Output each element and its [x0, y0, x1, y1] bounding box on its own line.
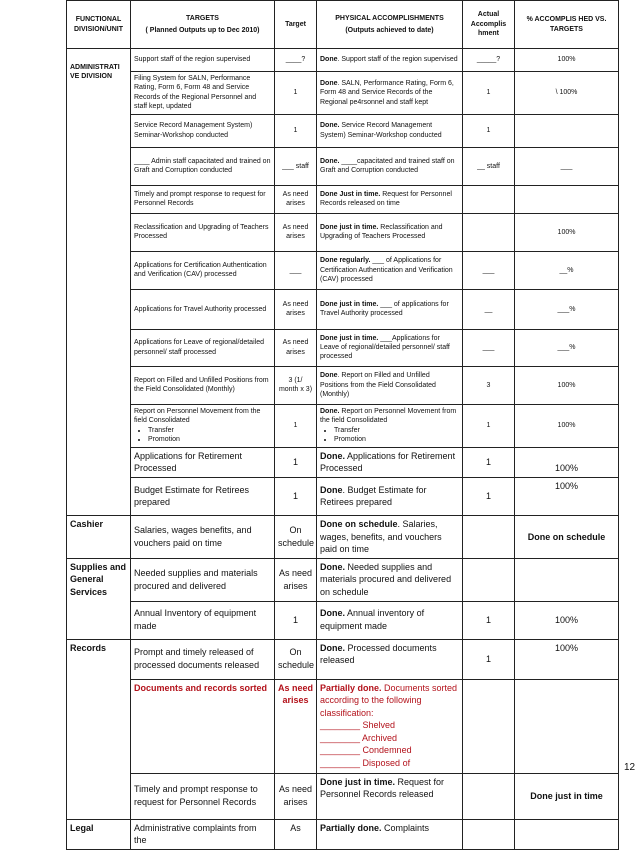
table-row [67, 558, 619, 601]
table-row [67, 213, 619, 251]
target-value: ____? [275, 49, 317, 72]
table-row [67, 72, 619, 115]
page-number: 12 [624, 762, 636, 773]
bullet-item: • Promotion [148, 435, 271, 444]
target-value: As need arises [275, 773, 317, 819]
unit-cashier: Cashier [67, 515, 131, 558]
percent-value: ___% [515, 329, 619, 366]
target-value: ___ [275, 251, 317, 289]
accomplishment: Done. Needed supplies and materials procured and delivered on schedule [317, 558, 463, 601]
unit-legal: Legal [67, 819, 131, 849]
accomplishment: Done just in time. Request for Personnel Records released [317, 773, 463, 819]
percent-value: Done just in time [515, 773, 619, 819]
accomplishment: Done. Report on Filled and Unfilled Positions from the Field Consolidated (Monthly) [317, 366, 463, 404]
target-bullets [134, 426, 271, 445]
target-value: As need arises [275, 289, 317, 329]
accomplishment: Done Just in time. Request for Personnel Records released on time [317, 185, 463, 213]
table-row [67, 185, 619, 213]
target-text: Needed supplies and materials procured and delivered [131, 558, 275, 601]
header-targets-sub: ( Planned Outputs up to Dec 2010) [145, 26, 260, 34]
target-text: Budget Estimate for Retirees prepared [131, 477, 275, 515]
classification-item: ________ Shelved [320, 720, 396, 731]
header-targets-title: TARGETS [186, 15, 219, 23]
table-row [67, 819, 619, 849]
actual-value [463, 558, 515, 601]
percent-value [515, 114, 619, 147]
accomplishment [317, 679, 463, 773]
target-value: 1 [275, 404, 317, 447]
bullet-item: • Transfer [334, 426, 459, 435]
target-value: As need arises [275, 679, 317, 773]
accomplishment: Done. ____capacitated and trained staff on Graft and Corruption conducted [317, 147, 463, 185]
actual-value: __ [463, 289, 515, 329]
target-text: ____ Admin staff capacitated and trained on Graft and Corruption conducted [131, 147, 275, 185]
bullet-item: • Transfer [148, 426, 271, 435]
accomplishment: Done just in time. ___Applications for Leave of regional/detailed personnel/ staff processed [317, 329, 463, 366]
target-value: 1 [275, 114, 317, 147]
table-row [67, 477, 619, 515]
accomplishment: Done just in time. Reclassification and Upgrading of Teachers Processed [317, 213, 463, 251]
unit-admin: ADMINISTRATI VE DIVISION [67, 49, 131, 516]
percent-value: 100% [515, 404, 619, 447]
target-text: Applications for Leave of regional/detailed personnel/ staff processed [131, 329, 275, 366]
actual-value: 3 [463, 366, 515, 404]
percent-value: \ 100% [515, 72, 619, 115]
target-text: Support staff of the region supervised [131, 49, 275, 72]
target-value: On schedule [275, 639, 317, 679]
classification-item: ________ Condemned [320, 745, 412, 756]
header-accomplishments-sub: (Outputs achieved to date) [345, 26, 434, 34]
target-value: As [275, 819, 317, 849]
actual-value: 1 [463, 601, 515, 639]
actual-value: __ staff [463, 147, 515, 185]
table-row [67, 251, 619, 289]
accomplishment: Done. SALN, Performance Rating, Form 6, Form 48 and Service Records of the Regional pe4rsonnel and staff kept [317, 72, 463, 115]
accomplishment: Done. Support staff of the region supervised [317, 49, 463, 72]
actual-value: ___ [463, 329, 515, 366]
target-text: Annual Inventory of equipment made [131, 601, 275, 639]
percent-value: 100% [515, 447, 619, 477]
classification-item: ________ Archived [320, 732, 398, 743]
target-text: Documents and records sorted [131, 679, 275, 773]
target-value: As need arises [275, 558, 317, 601]
accomplishment-main: Done. Report on Personnel Movement from the field Consolidated [320, 407, 457, 425]
actual-value: 1 [463, 639, 515, 679]
table-row [67, 404, 619, 447]
header-unit: FUNCTIONAL DIVISION/UNIT [67, 1, 131, 49]
percent-value: ___% [515, 289, 619, 329]
unit-supplies: Supplies and General Services [67, 558, 131, 639]
target-text: Timely and prompt response to request for Personnel Records [131, 185, 275, 213]
header-percent: % ACCOMPLIS HED VS. TARGETS [515, 1, 619, 49]
bullet-item: • Promotion [334, 435, 459, 444]
target-value: ___ staff [275, 147, 317, 185]
percent-value: 100% [515, 639, 619, 679]
percent-value: Done on schedule [515, 515, 619, 558]
percent-value [515, 819, 619, 849]
actual-value [463, 185, 515, 213]
table-row [67, 601, 619, 639]
actual-value [463, 213, 515, 251]
accomplishment-bullets [320, 426, 459, 445]
target-text: Filing System for SALN, Performance Rating, Form 6, Form 48 and Service Records of the Regional Personnel and staff kept, updated [131, 72, 275, 115]
actual-value [463, 515, 515, 558]
actual-value [463, 773, 515, 819]
header-target: Target [275, 1, 317, 49]
header-accomplishments-title: PHYSICAL ACCOMPLISHMENTS [335, 15, 444, 23]
table-row [67, 679, 619, 773]
percent-value: 100% [515, 49, 619, 72]
accomplishment: Done just in time. ___ of applications for Travel Authority processed [317, 289, 463, 329]
target-text: Reclassification and Upgrading of Teachers Processed [131, 213, 275, 251]
accomplishment: Done. Applications for Retirement Processed [317, 447, 463, 477]
classification-item: ________ Disposed of [320, 758, 411, 769]
accomplishment-table [66, 0, 619, 850]
target-value: 1 [275, 72, 317, 115]
target-text: Timely and prompt response to request for Personnel Records [131, 773, 275, 819]
accomplishment: Done. Service Record Management System) Seminar-Workshop conducted [317, 114, 463, 147]
target-text: Salaries, wages benefits, and vouchers paid on time [131, 515, 275, 558]
percent-value: ___ [515, 147, 619, 185]
percent-value: 100% [515, 601, 619, 639]
actual-value: 1 [463, 404, 515, 447]
percent-value [515, 679, 619, 773]
percent-value: __% [515, 251, 619, 289]
header-actual: Actual Accomplis hment [463, 1, 515, 49]
target-text: Report on Filled and Unfilled Positions from the Field Consolidated (Monthly) [131, 366, 275, 404]
target-value: On schedule [275, 515, 317, 558]
target-text: Service Record Management System) Seminar-Workshop conducted [131, 114, 275, 147]
target-text-main: Report on Personnel Movement from the field Consolidated [134, 407, 261, 425]
table-row [67, 639, 619, 679]
table-row [67, 329, 619, 366]
actual-value [463, 819, 515, 849]
target-value: 1 [275, 477, 317, 515]
table-row [67, 49, 619, 72]
actual-value: 1 [463, 114, 515, 147]
unit-records: Records [67, 639, 131, 819]
percent-value [515, 185, 619, 213]
accomplishment-main: Partially done. Documents sorted according to the following classification: [320, 682, 458, 718]
target-text [131, 404, 275, 447]
table-row [67, 114, 619, 147]
header-row [67, 1, 619, 49]
header-accomplishments [317, 1, 463, 49]
accomplishment: Done. Budget Estimate for Retirees prepared [317, 477, 463, 515]
accomplishment: Done. Processed documents released [317, 639, 463, 679]
accomplishment: Done on schedule. Salaries, wages, benefits, and vouchers paid on time [317, 515, 463, 558]
accomplishment: Done regularly. ___ of Applications for Certification Authentication and Verification (CAV) processed [317, 251, 463, 289]
table-row [67, 447, 619, 477]
table-row [67, 773, 619, 819]
table-row [67, 515, 619, 558]
target-text: Applications for Travel Authority processed [131, 289, 275, 329]
actual-value: 1 [463, 447, 515, 477]
table-row [67, 147, 619, 185]
accomplishment [317, 404, 463, 447]
percent-value: 100% [515, 366, 619, 404]
target-value: As need arises [275, 213, 317, 251]
target-text: Prompt and timely released of processed documents released [131, 639, 275, 679]
target-text: Applications for Certification Authentication and Verification (CAV) processed [131, 251, 275, 289]
target-value: As need arises [275, 185, 317, 213]
actual-value: 1 [463, 477, 515, 515]
header-targets [131, 1, 275, 49]
actual-value: _____? [463, 49, 515, 72]
table-row [67, 366, 619, 404]
accomplishment: Done. Annual inventory of equipment made [317, 601, 463, 639]
actual-value: ___ [463, 251, 515, 289]
accomplishment: Partially done. Complaints [317, 819, 463, 849]
target-text: Administrative complaints from the [131, 819, 275, 849]
percent-value: 100% [515, 477, 619, 515]
actual-value: 1 [463, 72, 515, 115]
target-value: As need arises [275, 329, 317, 366]
percent-value [515, 558, 619, 601]
target-value: 3 (1/ month x 3) [275, 366, 317, 404]
percent-value: 100% [515, 213, 619, 251]
actual-value [463, 679, 515, 773]
target-text: Applications for Retirement Processed [131, 447, 275, 477]
target-value: 1 [275, 447, 317, 477]
target-value: 1 [275, 601, 317, 639]
table-row [67, 289, 619, 329]
